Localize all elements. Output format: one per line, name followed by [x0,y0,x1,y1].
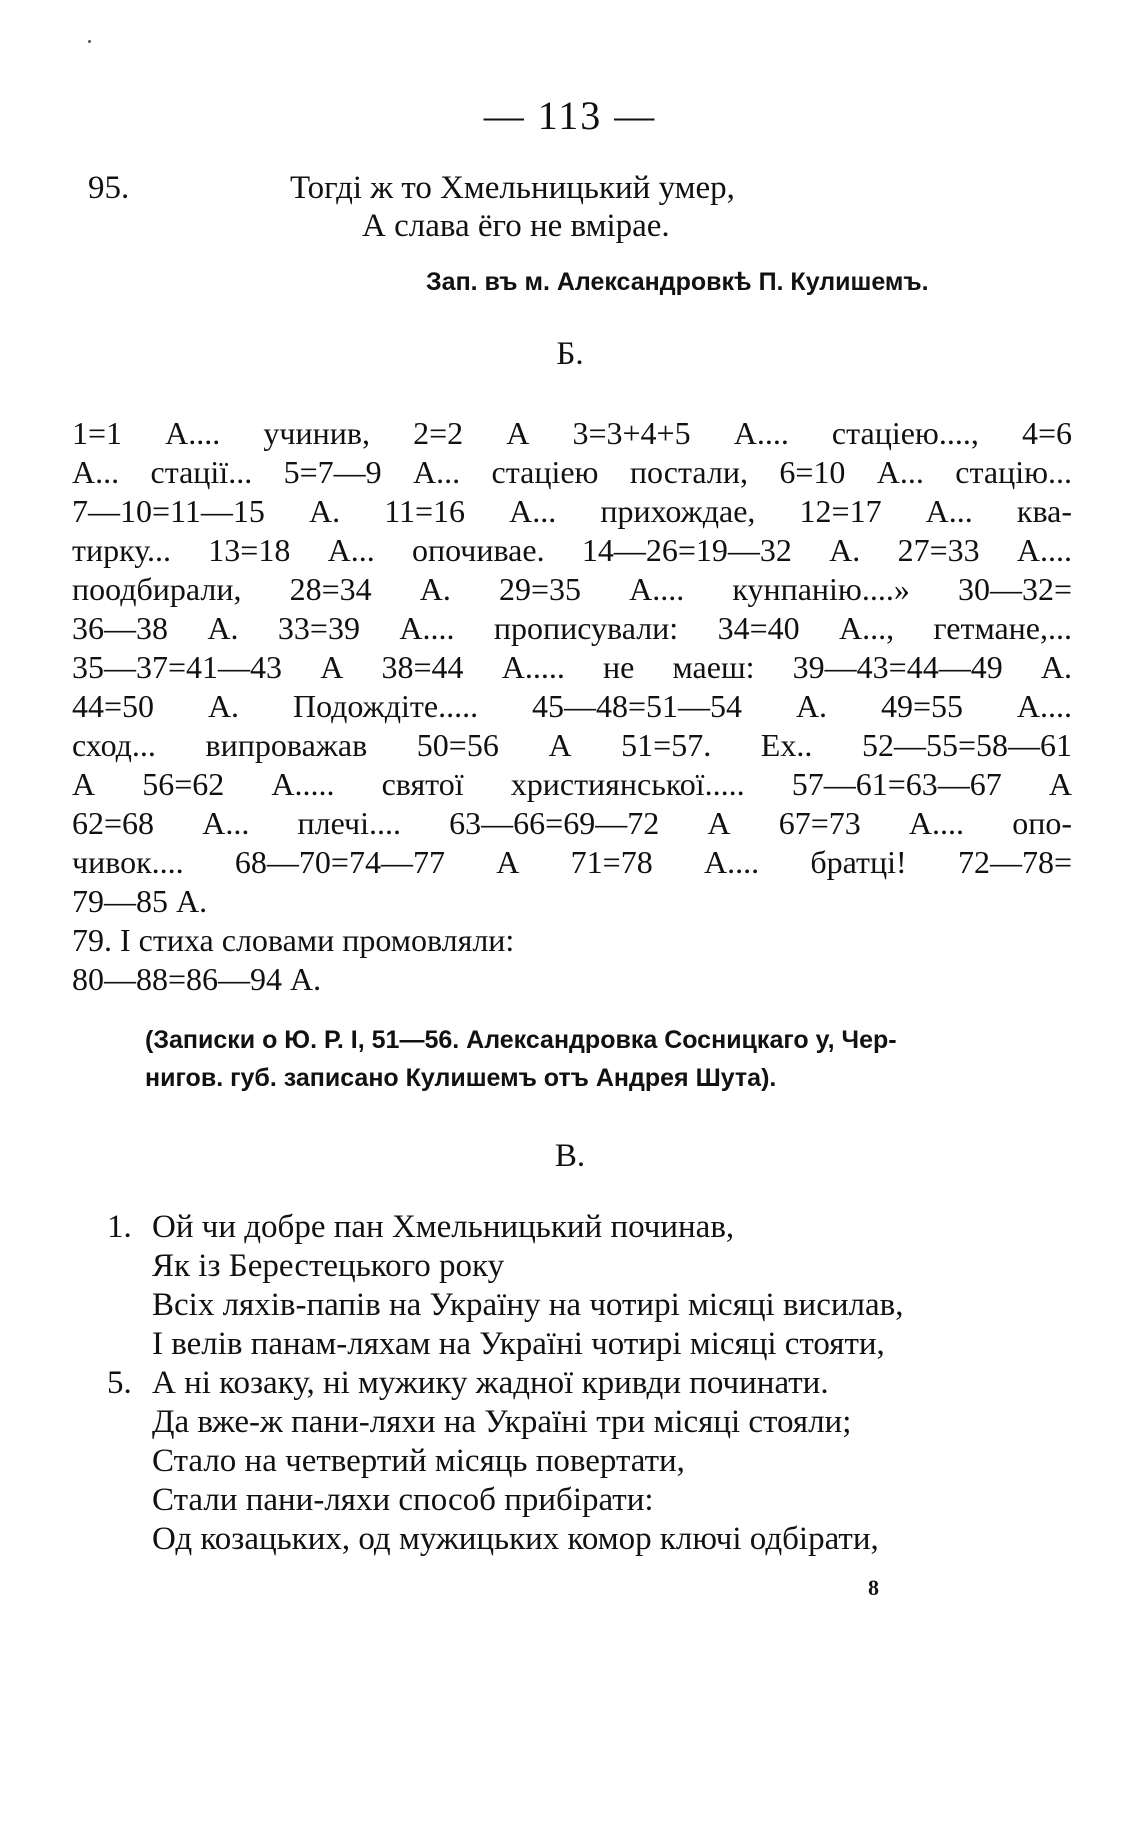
poem-line-text: Да вже-ж пани-ляхи на Украïнi три мiсяцi стояли; [152,1404,852,1440]
poem-line-text: Стало на четвертий мiсяць повертати, [152,1443,685,1479]
variant-readings-block [72,414,1072,999]
variant-line: 1=1 А.... учинив, 2=2 А 3=3+4+5 А.... стацiею...., 4=6 [72,415,1072,451]
variant-line: 44=50 А. Подождiте..... 45—48=51—54 А. 49=55 А.... [72,688,1072,724]
section-heading-c: В. [554,1138,586,1174]
sheet-signature-number: 8 [868,1575,879,1600]
poem-line [0,1247,1140,1286]
variant-line: сход... випроважав 50=56 А 51=57. Ех.. 52—55=58—61 [72,727,1072,763]
poem-line [0,1442,1140,1481]
verse-80: 80—88=86—94 А. [72,961,322,997]
verse-line-2: А слава ёго не вмiрае. [362,208,670,244]
poem-block [0,1208,1140,1559]
variant-line: чивок.... 68—70=74—77 А 71=78 А.... братцi! 72—78= [72,844,1072,880]
variant-line: 36—38 А. 33=39 А.... прописували: 34=40 А..., гетмане,... [72,610,1072,646]
poem-line [0,1481,1140,1520]
variant-line: 79—85 А. [72,883,208,919]
source-note-b-line-2: нигов. губ. записано Кулишемъ отъ Андрея Шута). [145,1064,777,1092]
poem-line [0,1325,1140,1364]
poem-line-text: Стали пани-ляхи способ прибiрати: [152,1482,654,1518]
variant-line: тирку... 13=18 А... опочивае. 14—26=19—32 А. 27=33 А.... [72,532,1072,568]
poem-line-text: Всiх ляхiв-папiв на Украïну на чотирi мiсяцi висилав, [152,1287,904,1323]
speck [88,40,91,43]
verse-79: 79. I стиха словами промовляли: [72,922,515,958]
verse-number: 95. [88,170,130,206]
variant-line: 7—10=11—15 А. 11=16 А... прихождае, 12=17 А... ква- [72,493,1072,529]
section-heading-b: Б. [556,336,584,372]
poem-line [0,1403,1140,1442]
poem-line-text: Ой чи добре пан Хмельницький починав, [152,1209,735,1245]
poem-line-text: Як iз Берестецького року [152,1248,505,1284]
poem-line [0,1286,1140,1325]
source-note-a: Зап. въ м. Александровкѣ П. Кулишемъ. [426,268,929,296]
page-number: — 113 — [483,93,657,138]
variant-line: 62=68 А... плечi.... 63—66=69—72 А 67=73 А.... опо- [72,805,1072,841]
variant-line: поодбирали, 28=34 А. 29=35 А.... кунпанiю....» 30—32= [72,571,1072,607]
poem-line-text: А нi козаку, нi мужику жадноï кривди починати. [152,1365,829,1401]
variant-line: А... стацiї... 5=7—9 А... стацiею постали, 6=10 А... стацiю... [72,454,1072,490]
verse-line-1: Тогдi ж то Хмельницький умер, [290,170,735,206]
poem-line [0,1520,1140,1559]
poem-line-text: I велiв панам-ляхам на Украïнi чотирi мiсяцi стояти, [152,1326,885,1362]
source-note-b-line-1: (Записки о Ю. Р. I, 51—56. Александровка Сосницкаго у, Чер- [145,1026,897,1054]
variant-line: А 56=62 А..... святої християнськоï..... 57—61=63—67 А [72,766,1072,802]
poem-line [0,1364,1140,1403]
line-number: 5. [107,1365,132,1401]
line-number: 1. [107,1209,132,1245]
poem-line [0,1208,1140,1247]
variant-line: 35—37=41—43 А 38=44 А..... не маеш: 39—43=44—49 А. [72,649,1072,685]
poem-line-text: Од козацьких, од мужицьких комор ключi одбiрати, [152,1521,879,1557]
